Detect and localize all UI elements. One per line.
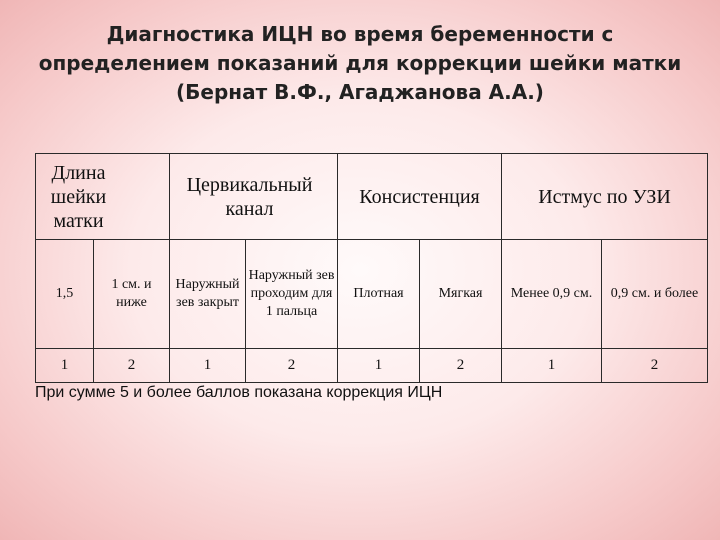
criteria-cell: Наружный зев проходим для 1 пальца: [246, 240, 338, 349]
criteria-cell: Плотная: [338, 240, 420, 349]
score-cell: 2: [420, 349, 502, 383]
score-cell: 1: [502, 349, 602, 383]
criteria-cell: 1,5: [36, 240, 94, 349]
criteria-cell: Менее 0,9 см.: [502, 240, 602, 349]
score-cell: 2: [602, 349, 708, 383]
score-row: [36, 349, 708, 383]
criteria-cell: 0,9 см. и более: [602, 240, 708, 349]
header-isthmus: Истмус по УЗИ: [502, 154, 708, 240]
diagnostic-table: [35, 153, 708, 383]
title-line-2: определением показаний для коррекции шейки матки: [38, 51, 682, 75]
criteria-cell: Мягкая: [420, 240, 502, 349]
header-cervix-length: Длина шейки матки: [36, 154, 170, 240]
slide-title: [20, 20, 700, 107]
title-line-3: (Бернат В.Ф., Агаджанова А.А.): [176, 80, 544, 104]
score-cell: 2: [94, 349, 170, 383]
header-cervical-canal: Цервикальный канал: [170, 154, 338, 240]
footer-note: При сумме 5 и более баллов показана коррекция ИЦН: [35, 384, 443, 401]
score-cell: 2: [246, 349, 338, 383]
score-cell: 1: [170, 349, 246, 383]
score-cell: 1: [338, 349, 420, 383]
header-consistency: Консистенция: [338, 154, 502, 240]
criteria-cell: 1 см. и ниже: [94, 240, 170, 349]
header-row: [36, 154, 708, 240]
score-cell: 1: [36, 349, 94, 383]
criteria-cell: Наружный зев закрыт: [170, 240, 246, 349]
criteria-row: [36, 240, 708, 349]
title-line-1: Диагностика ИЦН во время беременности с: [106, 22, 614, 46]
